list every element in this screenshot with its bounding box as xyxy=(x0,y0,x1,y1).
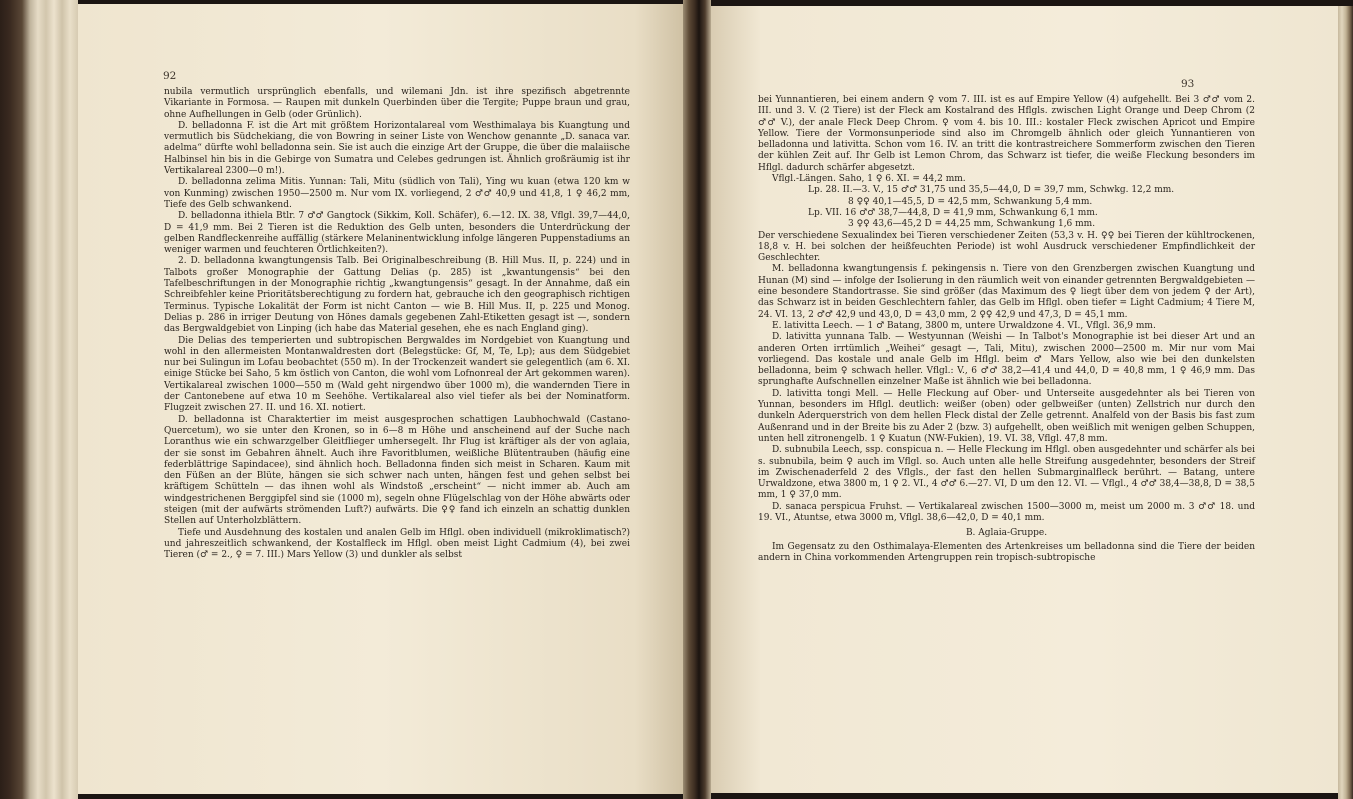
paragraph: Die Delias des temperierten und subtropischen Bergwaldes im Nordgebiet von Kuangtung und wohl in den allermeisten Montanwaldresten dort (Belegstücke: Gf, M, Te, Lp); aus dem Südgebiet nur bei Sulingun im Lofau beobachtet (550 m). In der Trockenzeit wandert sie gelegentlich (am 6. XI. einige Stücke bei Saho, 5 km östlich von Canton, die wohl vom Lofnonreal der Art gekommen waren). Vertikalareal zwischen 1000—550 m (Wald geht nirgendwo über 1000 m), die wandernden Tiere in der Cantonebene auf etwa 10 m Seehöhe. Vertikalareal also viel tiefer als bei der Nominatform. Flugzeit zwischen 27. II. und 16. XI. notiert. xyxy=(164,335,630,414)
right-page-text xyxy=(758,95,1255,564)
paragraph: M. belladonna kwangtungensis f. pekingensis n. Tiere von den Grenzbergen zwischen Kuangtung und Hunan (M) sind — infolge der Isolierung in den räumlich weit von einander getrennten Bergwaldgebieten — eine besondere Standortrasse. Sie sind größer (das Maximum des ♀ liegt über dem von jedem ♀ der Art), das Schwarz ist in beiden Geschlechtern fahler, das Gelb im Hflgl. oben tiefer = Light Cadmium; 4 Tiere M, 24. VI. 13, 2 ♂♂ 42,9 und 43,0, D = 43,0 mm, 2 ♀♀ 42,9 und 47,3, D = 45,1 mm. xyxy=(758,264,1255,320)
left-page xyxy=(78,4,683,794)
page-number-left: 92 xyxy=(163,70,177,82)
measurement-line: 8 ♀♀ 40,1—45,5, D = 42,5 mm, Schwankung 5,4 mm. xyxy=(848,196,1093,207)
paragraph: D. belladonna ist Charaktertier im meist ausgesprochen schattigen Laubhochwald (Castano-Quercetum), wo sie unter den Kronen, so in 6—8 m Höhe und anscheinend auf der Suche nach Loranthus wie ein schwarzgelber Gleitflieger umhersegelt. Ihr Flug ist kräftiger als der von aglaia, der sie sonst im Gebahren ähnelt. Auch ihre Favoritblumen, weißliche Blütentrauben (häufig eine federblättrige Sapindacee), sind ähnlich hoch. Belladonna finden sich meist in Scharen. Kaum mit den Füßen an der Blüte, hängen sie sich schwer nach unten, hängen fest und gehen selbst bei kräftigem Schütteln — das ihnen wohl als Windstoß „erscheint“ — nicht immer ab. Auch am windgestrichenen Berggipfel sind sie (1000 m), segeln ohne Flügelschlag von der Höhe abwärts oder steigen (mit der aufwärts strömenden Luft?) aufwärts. Die ♀♀ fand ich einzeln an schattig dunklen Stellen auf Unterholzblättern. xyxy=(164,414,630,527)
paragraph: D. subnubila Leech, ssp. conspicua n. — Helle Fleckung im Hflgl. oben ausgedehnter und schärfer als bei s. subnubila, beim ♀ auch im Vflgl. so. Auch unten alle helle Streifung ausgedehnter, besonders der Streif im Zwischenaderfeld 2 des Vflgls., der fast den hellen Submarginalfleck berührt. — Batang, untere Urwaldzone, etwa 3800 m, 1 ♀ 2. VI., 4 ♂♂ 6.—27. VI, D um den 12. VI. — Vflgl., 4 ♂♂ 38,4—38,8, D = 38,5 mm, 1 ♀ 37,0 mm. xyxy=(758,445,1255,501)
book-gutter xyxy=(683,0,711,799)
measurement-line: Lp. VII. 16 ♂♂ 38,7—44,8, D = 41,9 mm, Schwankung 6,1 mm. xyxy=(808,207,1098,218)
section-heading: B. Aglaia-Gruppe. xyxy=(965,528,1048,539)
paragraph: Der verschiedene Sexualindex bei Tieren verschiedener Zeiten (53,3 v. H. ♀♀ bei Tieren der kühltrockenen, 18,8 v. H. bei solchen der heißfeuchten Periode) ist wohl Ausdruck verschiedener Empfindlichkeit der Geschlechter. xyxy=(758,230,1255,264)
right-page xyxy=(711,6,1338,793)
measurement-line: 3 ♀♀ 43,6—45,2 D = 44,25 mm, Schwankung 1,6 mm. xyxy=(848,219,1096,230)
paragraph: E. lativitta Leech. — 1 ♂ Batang, 3800 m, untere Urwaldzone 4. VI., Vflgl. 36,9 mm. xyxy=(772,320,1156,331)
paragraph: D. belladonna F. ist die Art mit größtem Horizontalareal vom Westhimalaya bis Kuangtung und vermutlich bis Südchekiang, die von Bowring in seiner Liste von Wenchow genannte „D. sanaca var. adelma“ dürfte wohl belladonna sein. Sie ist auch die einzige Art der Gruppe, die über die malaiische Halbinsel hin bis in die Gebirge von Sumatra und Celebes gedrungen ist. Ähnlich großräumig ist ihr Vertikalareal 2300—0 m!). xyxy=(164,120,630,177)
book-page-edges xyxy=(0,0,78,799)
paragraph: D. sanaca perspicua Fruhst. — Vertikalareal zwischen 1500—3000 m, meist um 2000 m. 3 ♂♂ 18. und 19. VI., Atuntse, etwa 3000 m, Vflgl. 38,6—42,0, D = 40,1 mm. xyxy=(758,501,1255,523)
paragraph: Im Gegensatz zu den Osthimalaya-Elementen des Artenkreises um belladonna sind die Tiere der beiden andern in China vorkommenden Artengruppen rein tropisch-subtropische xyxy=(758,541,1255,563)
paragraph: D. belladonna ithiela Btlr. 7 ♂♂ Gangtock (Sikkim, Koll. Schäfer), 6.—12. IX. 38, Vflgl. 39,7—44,0, D = 41,9 mm. Bei 2 Tieren ist die Reduktion des Gelb unten, besonders die Unterdrückung der gelben Randfleckenreihe auffällig (stärkere Melaninentwicklung infolge längeren Puppenstadiums an weniger warmen und feuchteren Örtlichkeiten?). xyxy=(164,211,630,256)
paragraph: nubila vermutlich ursprünglich ebenfalls, und wilemani Jdn. ist ihre spezifisch abgetrennte Vikariante in Formosa. — Raupen mit dunkeln Querbinden über die Tergite; Puppe braun und grau, ohne Aufhellungen in Gelb (oder Grünlich). xyxy=(164,87,630,120)
page-number-right: 93 xyxy=(1181,78,1195,90)
measurement-line: Lp. 28. II.—3. V., 15 ♂♂ 31,75 und 35,5—44,0, D = 39,7 mm, Schwkg. 12,2 mm. xyxy=(808,185,1175,196)
paragraph: D. lativitta tongi Mell. — Helle Fleckung auf Ober- und Unterseite ausgedehnter als bei Tieren von Yunnan, besonders im Hflgl. deutlich: weißer (oben) oder gelbweißer (unten) Zellstrich nur durch den dunkeln Aderquerstrich von dem hellen Fleck distal der Zelle getrennt. Analfeld von der Basis bis fast zum Außenrand und in der Breite bis zu Ader 2 (bzw. 3) aufgehellt, oben weißlich mit wenigen gelben Schuppen, unten hell zitronengelb. 1 ♀ Kuatun (NW-Fukien), 19. VI. 38, Vflgl. 47,8 mm. xyxy=(758,388,1255,444)
paragraph: D. lativitta yunnana Talb. — Westyunnan (Weishi — In Talbot's Monographie ist bei dieser Art und an anderen Orten irrtümlich „Weihei“ gesagt —, Tali, Mitu), zwischen 2000—2500 m. Mir nur vom Mai vorliegend. Das kostale und anale Gelb im Hflgl. beim ♂ Mars Yellow, also wie bei den dunkelsten belladonna, beim ♀ schwach heller. Vflgl.: V., 6 ♂♂ 38,2—41,4 und 44,0, D = 40,8 mm, 1 ♀ 46,9 mm. Das sprunghafte Aufschnellen einzelner Maße ist ähnlich wie bei belladonna. xyxy=(758,332,1255,388)
paragraph: bei Yunnantieren, bei einem andern ♀ vom 7. III. ist es auf Empire Yellow (4) aufgehellt. Bei 3 ♂♂ vom 2. III. und 3. V. (2 Tiere) ist der Fleck am Kostalrand des Hflgls. zwischen Light Orange und Deep Chrom (2 ♂♂ V.), der anale Fleck Deep Chrom. ♀ vom 4. bis 10. III.: kostaler Fleck zwischen Apricot und Empire Yellow. Tiere der Vormonsunperiode sind also im Chromgelb ähnlich oder gleich Yunnantieren von belladonna und lativitta. Schon vom 16. IV. an tritt die kontrastreichere Sommerform zwischen den Tieren der kühlen Zeit auf. Ihr Gelb ist Lemon Chrom, das Schwarz ist tiefer, die weiße Fleckung besonders im Hflgl. dadurch schärfer abgesetzt. xyxy=(758,95,1255,173)
paragraph: 2. D. belladonna kwangtungensis Talb. Bei Originalbeschreibung (B. Hill Mus. II, p. 224) und in Talbots großer Monographie der Gattung Delias (p. 285) ist „kwantungensis“ bei den Tafelbeschriftungen in der Monographie richtig „kwangtungensis“ gesagt. In der Annahme, daß ein Schreibfehler keine Prioritätsberechtigung zu fordern hat, gebrauche ich den geographisch richtigen Terminus. Typische Lokalität der Form ist nicht Canton — wie B. Hill Mus. II, p. 225 und Monog. Delias p. 286 in irriger Deutung von Hönes damals gegebenen Zahl-Etiketten gesagt ist —, sondern das Bergwaldgebiet von Linping (ich habe das Material gesehen, ehe es nach England ging). xyxy=(164,256,630,335)
paragraph: D. belladonna zelima Mitis. Yunnan: Tali, Mitu (südlich von Tali), Ying wu kuan (etwa 120 km w von Kunming) zwischen 1950—2500 m. Nur vom IX. vorliegend, 2 ♂♂ 40,9 und 41,8, 1 ♀ 46,2 mm, Tiefe des Gelb schwankend. xyxy=(164,177,630,210)
left-page-text xyxy=(164,87,630,561)
measurement-line: Vflgl.-Längen. Saho, 1 ♀ 6. XI. = 44,2 mm. xyxy=(772,174,966,185)
paragraph: Tiefe und Ausdehnung des kostalen und analen Gelb im Hflgl. oben individuell (mikroklimatisch?) und jahreszeitlich schwankend, der Kostalfleck im Hflgl. oben meist Light Cadmium (4), bei zwei Tieren (♂ = 2., ♀ = 7. III.) Mars Yellow (3) und dunkler als selbst xyxy=(164,527,630,561)
book-page-edges-right xyxy=(1338,6,1353,799)
